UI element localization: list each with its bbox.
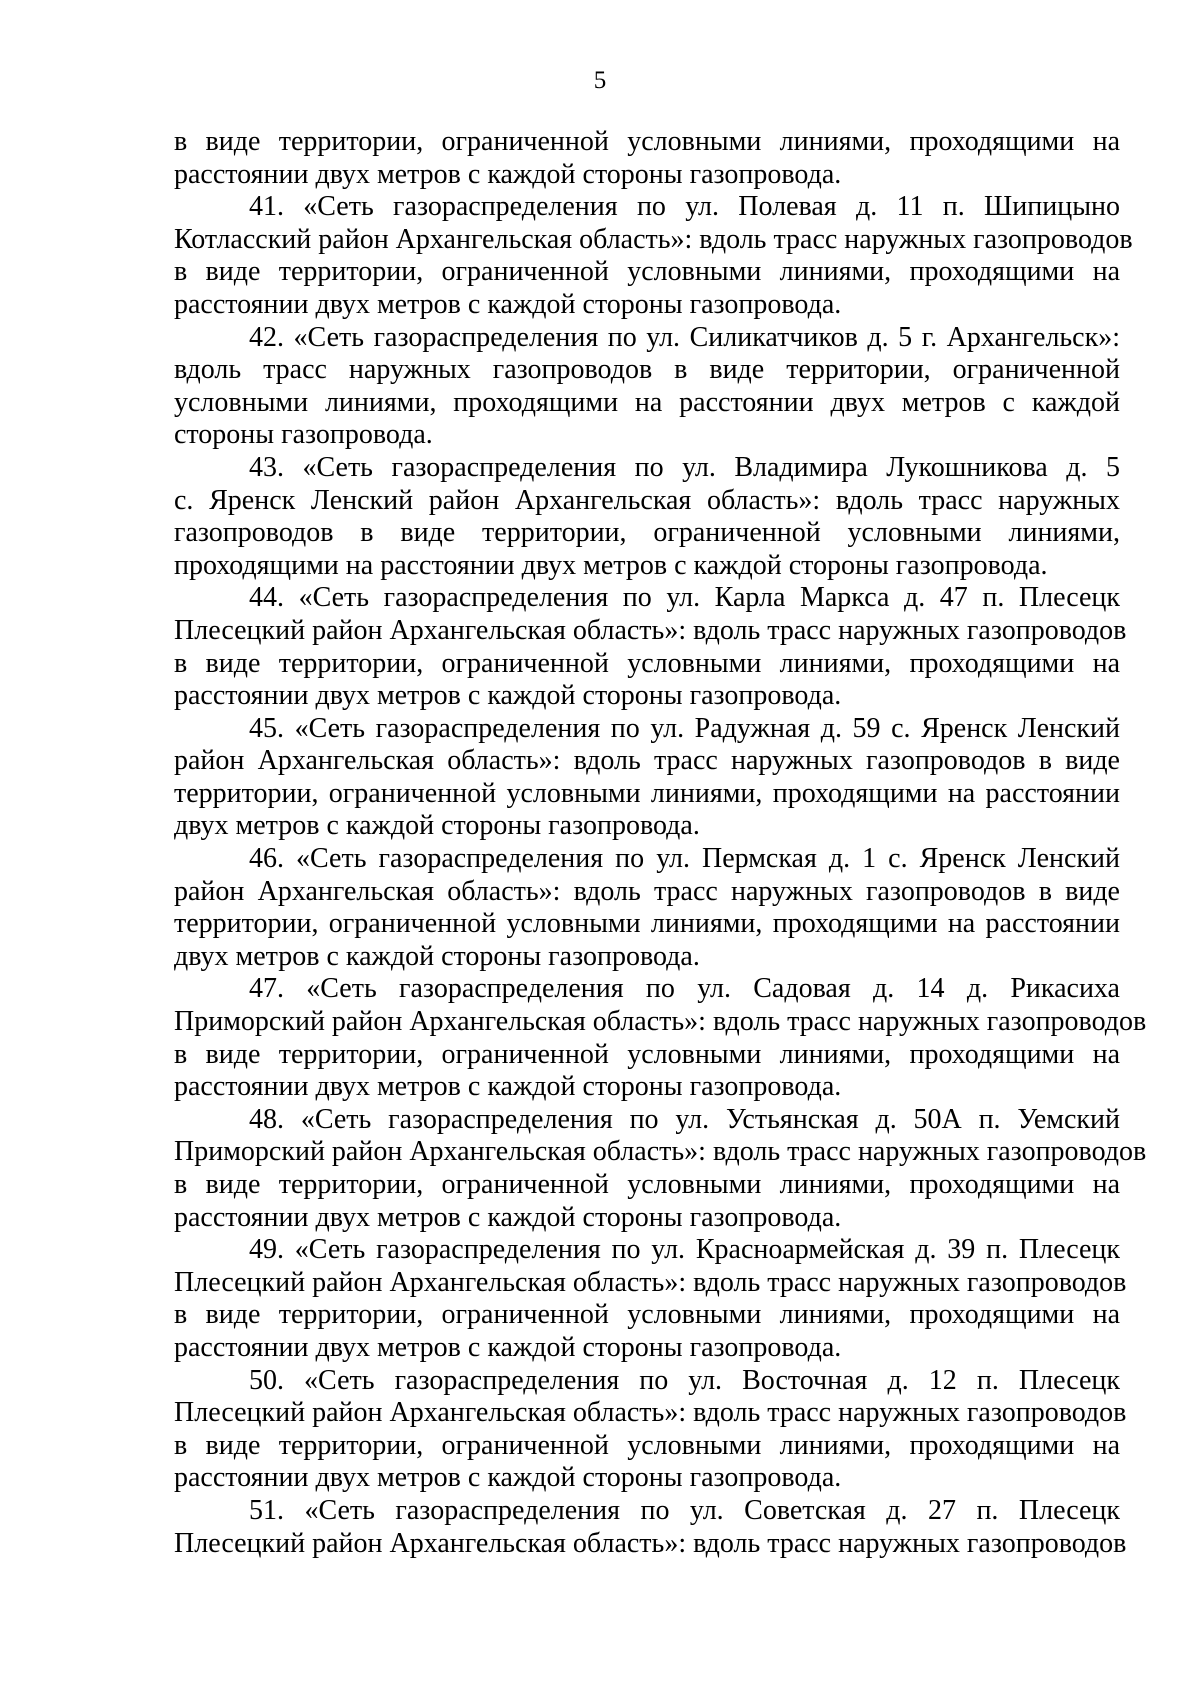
text-line: в виде территории, ограниченной условными линиями, проходящими на [174,126,1120,157]
text-line: Плесецкий район Архангельская область»: вдоль трасс наружных газопроводов [174,1397,1127,1429]
text-line: расстоянии двух метров с каждой стороны газопровода. [174,158,842,190]
text-line: территории, ограниченной условными линиями, проходящими на расстоянии [174,908,1120,940]
text-line: в виде территории, ограниченной условными линиями, проходящими на [174,256,1120,288]
text-line: в виде территории, ограниченной условными линиями, проходящими на [174,647,1120,679]
text-line: двух метров с каждой стороны газопровода. [174,810,700,842]
text-line: 44. «Сеть газораспределения по ул. Карла Маркса д. 47 п. Плесецк [249,582,1120,614]
text-line: в виде территории, ограниченной условными линиями, проходящими на [174,1038,1120,1070]
text-line: 46. «Сеть газораспределения по ул. Пермская д. 1 с. Яренск Ленский [249,843,1120,875]
text-line: в виде территории, ограниченной условными линиями, проходящими на [174,1429,1120,1461]
text-line: Плесецкий район Архангельская область»: вдоль трасс наружных газопроводов [174,1527,1127,1559]
page-number: 5 [593,67,607,94]
text-line: газопроводов в виде территории, ограниченной условными линиями, [174,517,1120,549]
text-line: 51. «Сеть газораспределения по ул. Советская д. 27 п. Плесецк [249,1494,1120,1526]
text-line: расстоянии двух метров с каждой стороны газопровода. [174,1331,842,1363]
text-line: расстоянии двух метров с каждой стороны газопровода. [174,680,842,712]
text-line: Котласский район Архангельская область»: вдоль трасс наружных газопроводов [174,223,1133,255]
text-line: 43. «Сеть газораспределения по ул. Владимира Лукошникова д. 5 [249,451,1120,483]
text-line: Плесецкий район Архангельская область»: вдоль трасс наружных газопроводов [174,614,1127,646]
text-line: проходящими на расстоянии двух метров с каждой стороны газопровода. [174,549,1048,581]
text-line: 49. «Сеть газораспределения по ул. Красноармейская д. 39 п. Плесецк [249,1234,1120,1266]
text-line: Приморский район Архангельская область»: вдоль трасс наружных газопроводов [174,1006,1147,1038]
text-line: в виде территории, ограниченной условными линиями, проходящими на [174,1169,1120,1200]
text-line: 47. «Сеть газораспределения по ул. Садовая д. 14 д. Рикасиха [249,973,1120,1005]
text-line: двух метров с каждой стороны газопровода. [174,940,700,972]
text-line: район Архангельская область»: вдоль трасс наружных газопроводов в виде [174,875,1120,907]
document-body [174,126,1147,1560]
text-line: 48. «Сеть газораспределения по ул. Устьянская д. 50А п. Уемский [249,1103,1120,1135]
text-line: вдоль трасс наружных газопроводов в виде территории, ограниченной [174,354,1120,386]
text-line: в виде территории, ограниченной условными линиями, проходящими на [174,1299,1120,1331]
text-line: расстоянии двух метров с каждой стороны газопровода. [174,288,842,320]
text-line: с. Яренск Ленский район Архангельская область»: вдоль трасс наружных [174,484,1120,516]
text-line: 42. «Сеть газораспределения по ул. Силикатчиков д. 5 г. Архангельск»: [249,321,1120,353]
text-line: 45. «Сеть газораспределения по ул. Радужная д. 59 с. Яренск Ленский [249,712,1120,744]
text-line: стороны газопровода. [174,419,433,451]
text-line: условными линиями, проходящими на расстоянии двух метров с каждой [174,386,1120,418]
text-line: расстоянии двух метров с каждой стороны газопровода. [174,1201,842,1233]
text-line: Приморский район Архангельская область»: вдоль трасс наружных газопроводов [174,1136,1147,1168]
text-line: расстоянии двух метров с каждой стороны газопровода. [174,1462,842,1494]
text-line: район Архангельская область»: вдоль трасс наружных газопроводов в виде [174,745,1120,777]
text-line: 41. «Сеть газораспределения по ул. Полевая д. 11 п. Шипицыно [249,191,1120,223]
text-line: расстоянии двух метров с каждой стороны газопровода. [174,1071,842,1103]
text-line: территории, ограниченной условными линиями, проходящими на расстоянии [174,777,1120,809]
text-line: Плесецкий район Архангельская область»: вдоль трасс наружных газопроводов [174,1266,1127,1298]
text-line: 50. «Сеть газораспределения по ул. Восточная д. 12 п. Плесецк [249,1364,1120,1396]
